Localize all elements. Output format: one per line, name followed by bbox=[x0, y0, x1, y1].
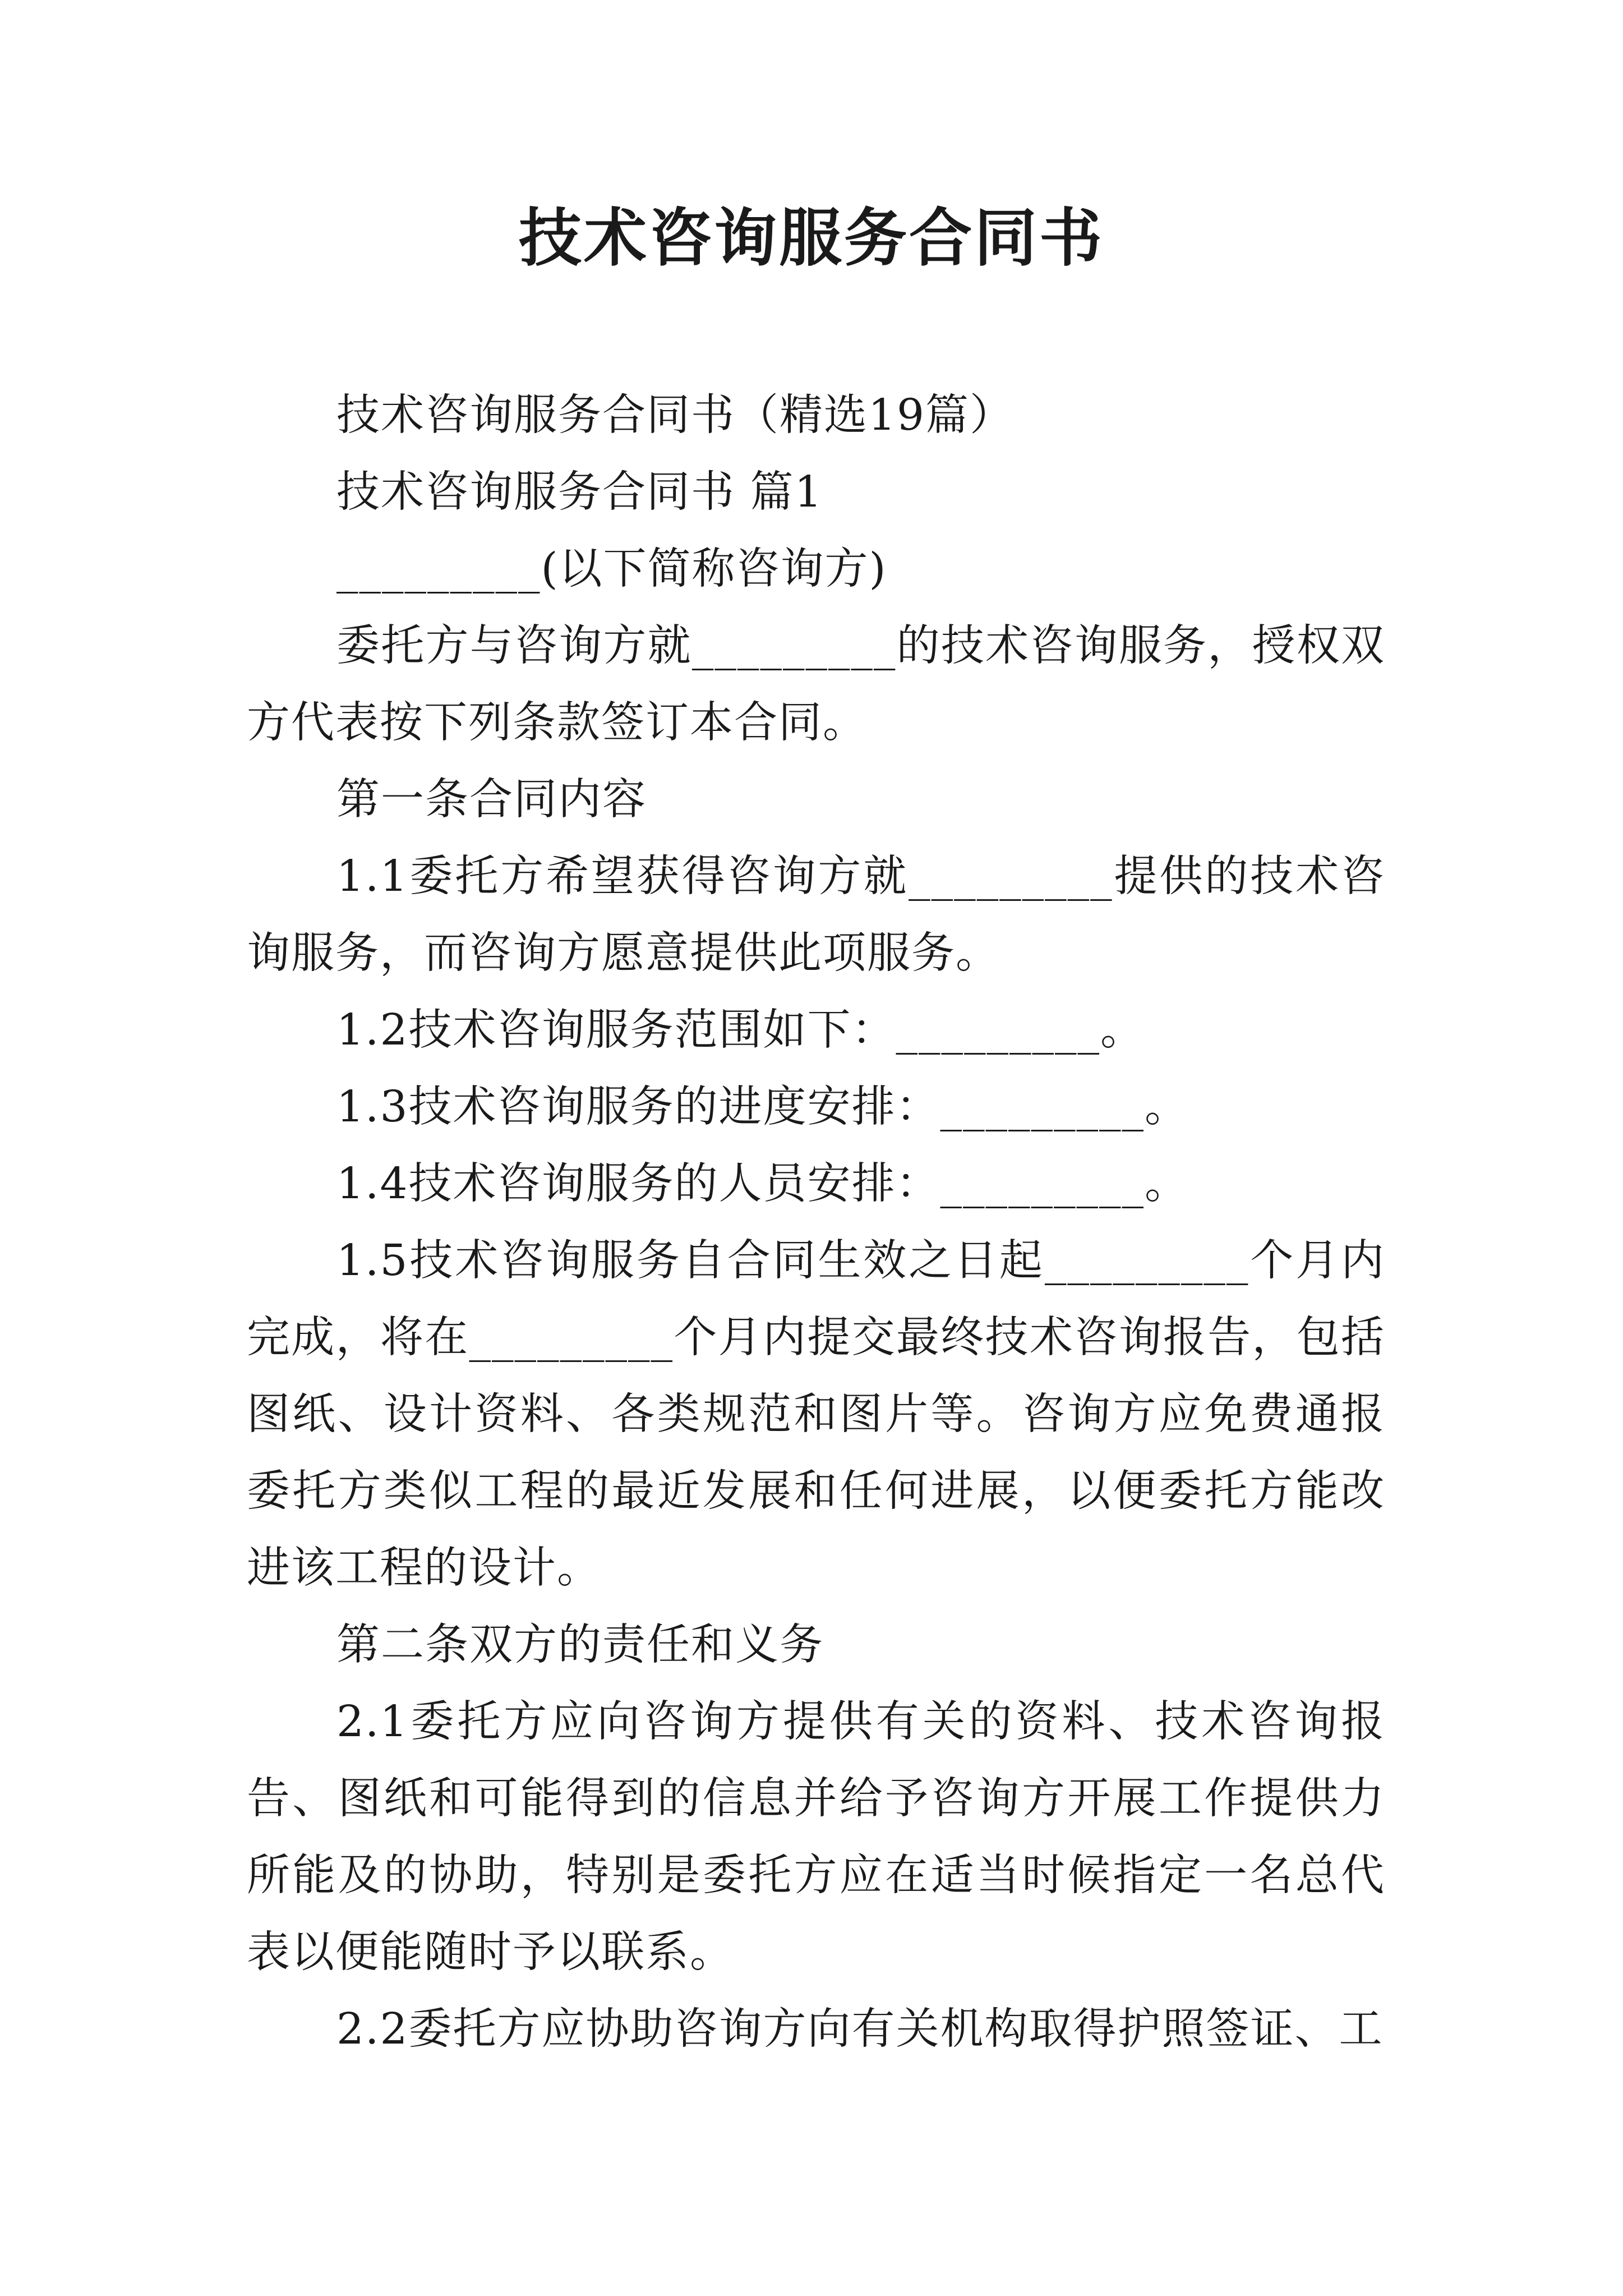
clause-heading: 第二条双方的责任和义务 bbox=[336, 1620, 824, 1670]
paragraph: 1.3技术咨询服务的进度安排：_________。 bbox=[336, 1082, 1189, 1132]
paragraph: 1.4技术咨询服务的人员安排：_________。 bbox=[336, 1159, 1189, 1209]
document-title: 技术咨询服务合同书 bbox=[519, 201, 1104, 275]
paragraph: 1.5技术咨询服务自合同生效之日起_________个月内完成，将在_________个月内提交最终技术咨询报告，包括图纸、设计资料、各类规范和图片等。咨询方应免费通报委托方类似工程的最近发展和任何进展，以便委托方能改进该工程的设计。 bbox=[247, 1236, 1385, 1593]
subtitle-line: 技术咨询服务合同书（精选19篇） bbox=[336, 390, 1014, 440]
paragraph: 2.2委托方应协助咨询方向有关机构取得护照签证、工 bbox=[336, 2004, 1384, 2054]
paragraph: _________(以下简称咨询方) bbox=[336, 544, 887, 594]
paragraph: 1.1委托方希望获得咨询方就_________提供的技术咨询服务，而咨询方愿意提供此项服务。 bbox=[247, 852, 1385, 978]
paragraph: 委托方与咨询方就_________的技术咨询服务，授权双方代表按下列条款签订本合同。 bbox=[247, 621, 1385, 748]
clause-heading: 第一条合同内容 bbox=[336, 775, 647, 825]
section-heading: 技术咨询服务合同书 篇1 bbox=[336, 467, 823, 517]
document-body bbox=[247, 377, 1385, 2068]
paragraph: 2.1委托方应向咨询方提供有关的资料、技术咨询报告、图纸和可能得到的信息并给予咨询方开展工作提供力所能及的协助，特别是委托方应在适当时候指定一名总代表以便能随时予以联系。 bbox=[247, 1697, 1385, 1977]
paragraph: 1.2技术咨询服务范围如下：_________。 bbox=[336, 1005, 1145, 1055]
